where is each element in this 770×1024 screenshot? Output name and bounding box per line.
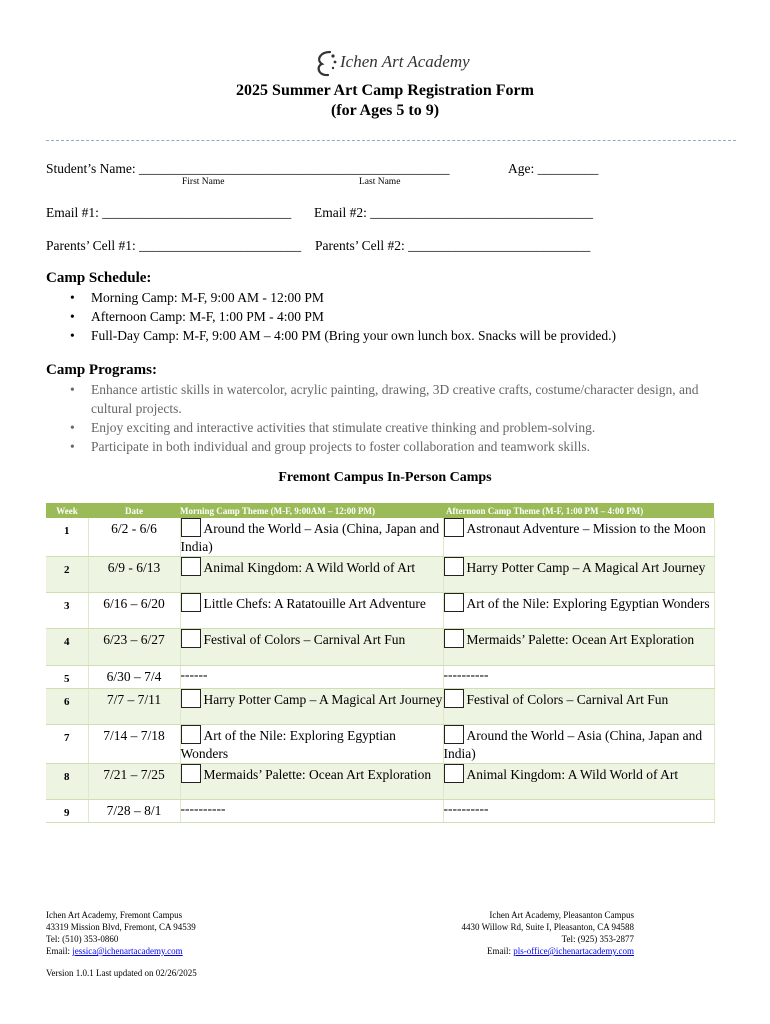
week-cell-text: 1 — [64, 525, 70, 537]
date-cell — [88, 689, 180, 725]
table-row — [46, 518, 714, 557]
afternoon-theme-cell — [443, 518, 714, 557]
morning-theme-cell — [180, 689, 443, 725]
fremont-campus-address: 43319 Mission Blvd, Fremont, CA 94539 — [46, 922, 196, 932]
date-cell-text: 6/23 – 6/27 — [103, 632, 165, 647]
afternoon-theme-cell — [443, 764, 714, 800]
table-row — [46, 629, 714, 666]
morning-theme-cell — [180, 557, 443, 593]
camps-table-title: Fremont Campus In-Person Camps — [278, 470, 492, 485]
afternoon-theme-cell-text: ---------- — [443, 667, 489, 682]
pleasanton-email-link[interactable]: pls-office@ichenartacademy.com — [513, 946, 634, 956]
camp-schedule-heading: Camp Schedule: — [46, 270, 152, 286]
checkbox[interactable] — [444, 764, 464, 783]
checkbox[interactable] — [444, 593, 464, 612]
logo-text: Ichen Art Academy — [340, 52, 470, 71]
table-row — [46, 764, 714, 800]
checkbox[interactable] — [181, 689, 201, 708]
date-cell — [88, 629, 180, 666]
week-cell-text: 4 — [64, 636, 70, 648]
date-cell — [88, 666, 180, 689]
version-note: Version 1.0.1 Last updated on 02/26/2025 — [46, 968, 197, 978]
afternoon-theme-cell-text: Animal Kingdom: A Wild World of Art — [466, 767, 679, 782]
table-row — [46, 725, 714, 764]
parent-cell2-field[interactable]: Parents’ Cell #2: ___________________________ — [315, 238, 591, 253]
week-cell-text: 7 — [64, 732, 70, 744]
afternoon-theme-cell — [443, 800, 714, 823]
afternoon-theme-cell-text: Around the World – Asia (China, Japan and India) — [443, 728, 703, 761]
checkbox[interactable] — [181, 764, 201, 783]
afternoon-theme-cell — [443, 593, 714, 629]
week-cell-text: 6 — [64, 696, 70, 708]
week-cell-text: 2 — [64, 564, 70, 576]
date-cell — [88, 764, 180, 800]
afternoon-theme-cell-text: Mermaids’ Palette: Ocean Art Exploration — [466, 632, 695, 647]
morning-theme-cell-text: Art of the Nile: Exploring Egyptian Wonders — [180, 728, 396, 761]
header-date: Date — [88, 503, 180, 518]
fremont-campus-info — [46, 909, 196, 957]
pleasanton-campus-address: 4430 Willow Rd, Suite I, Pleasanton, CA 94588 — [461, 922, 634, 932]
camp-programs-section — [46, 362, 726, 456]
email1-field[interactable]: Email #1: ____________________________ — [46, 205, 292, 220]
date-cell — [88, 725, 180, 764]
table-header-row — [46, 503, 714, 518]
program-item: • Enhance artistic skills in watercolor, acrylic painting, drawing, 3D creative crafts, costume/character design, and cultural projects. — [46, 380, 706, 418]
table-row — [46, 666, 714, 689]
fremont-campus-phone: Tel: (510) 353-0860 — [46, 934, 119, 944]
afternoon-theme-cell-text: Astronaut Adventure – Mission to the Moon — [466, 521, 706, 536]
week-cell — [46, 764, 88, 800]
checkbox[interactable] — [181, 725, 201, 744]
date-cell-text: 7/21 – 7/25 — [103, 767, 165, 782]
afternoon-theme-cell-text: Harry Potter Camp – A Magical Art Journey — [466, 560, 706, 575]
student-name-field[interactable]: Student’s Name: ______________________________________________ — [46, 161, 450, 176]
date-cell — [88, 518, 180, 557]
checkbox[interactable] — [444, 629, 464, 648]
date-cell-text: 6/30 – 7/4 — [106, 669, 162, 684]
schedule-item: • Full-Day Camp: M-F, 9:00 AM – 4:00 PM (Bring your own lunch box. Snacks will be provided.) — [46, 326, 616, 345]
pleasanton-campus-name: Ichen Art Academy, Pleasanton Campus — [489, 910, 634, 920]
schedule-item: • Morning Camp: M-F, 9:00 AM - 12:00 PM — [46, 288, 616, 307]
morning-theme-cell — [180, 518, 443, 557]
fremont-email-label: Email: — [46, 946, 73, 956]
camp-schedule-section — [46, 270, 616, 345]
first-name-hint: First Name — [182, 177, 225, 187]
checkbox[interactable] — [181, 629, 201, 648]
age-field[interactable]: Age: _________ — [508, 161, 599, 176]
week-cell-text: 8 — [64, 771, 70, 783]
table-row — [46, 593, 714, 629]
morning-theme-cell-text: Little Chefs: A Ratatouille Art Adventure — [203, 596, 426, 611]
program-item: • Enjoy exciting and interactive activities that stimulate creative thinking and problem-solving. — [46, 418, 706, 437]
camps-table — [46, 503, 715, 823]
header-morning: Morning Camp Theme (M-F, 9:00AM – 12:00 PM) — [180, 503, 443, 518]
fremont-email-line — [46, 945, 196, 957]
checkbox[interactable] — [444, 518, 464, 537]
table-row — [46, 800, 714, 823]
date-cell-text: 6/16 – 6/20 — [103, 596, 165, 611]
header-week: Week — [46, 503, 88, 518]
week-cell-text: 3 — [64, 600, 70, 612]
date-cell — [88, 557, 180, 593]
camp-programs-list — [46, 380, 706, 456]
week-cell — [46, 557, 88, 593]
pleasanton-campus-phone: Tel: (925) 353-2877 — [561, 934, 634, 944]
afternoon-theme-cell-text: ---------- — [443, 801, 489, 816]
week-cell — [46, 629, 88, 666]
morning-theme-cell — [180, 725, 443, 764]
week-cell-text: 9 — [64, 807, 70, 819]
afternoon-theme-cell-text: Festival of Colors – Carnival Art Fun — [466, 692, 669, 707]
academy-logo — [312, 48, 472, 80]
morning-theme-cell-text: Festival of Colors – Carnival Art Fun — [203, 632, 406, 647]
checkbox[interactable] — [444, 557, 464, 576]
fremont-campus-name: Ichen Art Academy, Fremont Campus — [46, 910, 183, 920]
week-cell — [46, 593, 88, 629]
checkbox[interactable] — [181, 557, 201, 576]
pleasanton-campus-info — [462, 909, 634, 957]
morning-theme-cell-text: Harry Potter Camp – A Magical Art Journey — [203, 692, 443, 707]
checkbox[interactable] — [181, 593, 201, 612]
morning-theme-cell-text: ------ — [180, 667, 208, 682]
week-cell — [46, 666, 88, 689]
form-title: 2025 Summer Art Camp Registration Form — [236, 82, 534, 99]
afternoon-theme-cell — [443, 725, 714, 764]
date-cell-text: 6/2 - 6/6 — [111, 521, 157, 536]
camp-schedule-list — [46, 288, 616, 345]
morning-theme-cell — [180, 764, 443, 800]
parent-cell1-field[interactable]: Parents’ Cell #1: ________________________ — [46, 238, 302, 253]
last-name-hint: Last Name — [359, 177, 401, 187]
morning-theme-cell — [180, 593, 443, 629]
afternoon-theme-cell — [443, 557, 714, 593]
morning-theme-cell — [180, 629, 443, 666]
email2-field[interactable]: Email #2: _________________________________ — [314, 205, 593, 220]
header-afternoon: Afternoon Camp Theme (M-F, 1:00 PM – 4:00 PM) — [443, 503, 714, 518]
week-cell — [46, 800, 88, 823]
afternoon-theme-cell — [443, 666, 714, 689]
pleasanton-email-line — [462, 945, 634, 957]
morning-theme-cell-text: Animal Kingdom: A Wild World of Art — [203, 560, 416, 575]
week-cell — [46, 518, 88, 557]
morning-theme-cell — [180, 666, 443, 689]
camp-programs-heading: Camp Programs: — [46, 362, 157, 378]
date-cell — [88, 800, 180, 823]
date-cell — [88, 593, 180, 629]
date-cell-text: 7/7 – 7/11 — [106, 692, 162, 707]
date-cell-text: 7/14 – 7/18 — [103, 728, 165, 743]
week-cell — [46, 725, 88, 764]
morning-theme-cell-text: ---------- — [180, 801, 226, 816]
pleasanton-email-label: Email: — [487, 946, 514, 956]
fremont-email-link[interactable]: jessica@ichenartacademy.com — [72, 946, 183, 956]
week-cell-text: 5 — [64, 673, 70, 685]
morning-theme-cell — [180, 800, 443, 823]
checkbox[interactable] — [181, 518, 201, 537]
date-cell-text: 6/9 - 6/13 — [107, 560, 161, 575]
camps-table-body — [46, 518, 714, 823]
afternoon-theme-cell — [443, 629, 714, 666]
date-cell-text: 7/28 – 8/1 — [106, 803, 162, 818]
program-item: • Participate in both individual and group projects to foster collaboration and teamwork skills. — [46, 437, 706, 456]
form-subtitle: (for Ages 5 to 9) — [330, 102, 440, 119]
checkbox[interactable] — [444, 689, 464, 708]
afternoon-theme-cell-text: Art of the Nile: Exploring Egyptian Wonders — [466, 596, 710, 611]
week-cell — [46, 689, 88, 725]
title-divider — [46, 140, 736, 141]
table-row — [46, 557, 714, 593]
morning-theme-cell-text: Mermaids’ Palette: Ocean Art Exploration — [203, 767, 432, 782]
morning-theme-cell-text: Around the World – Asia (China, Japan and India) — [180, 521, 440, 554]
schedule-item: • Afternoon Camp: M-F, 1:00 PM - 4:00 PM — [46, 307, 616, 326]
table-row — [46, 689, 714, 725]
checkbox[interactable] — [444, 725, 464, 744]
afternoon-theme-cell — [443, 689, 714, 725]
swirl-logo-icon — [312, 48, 342, 80]
